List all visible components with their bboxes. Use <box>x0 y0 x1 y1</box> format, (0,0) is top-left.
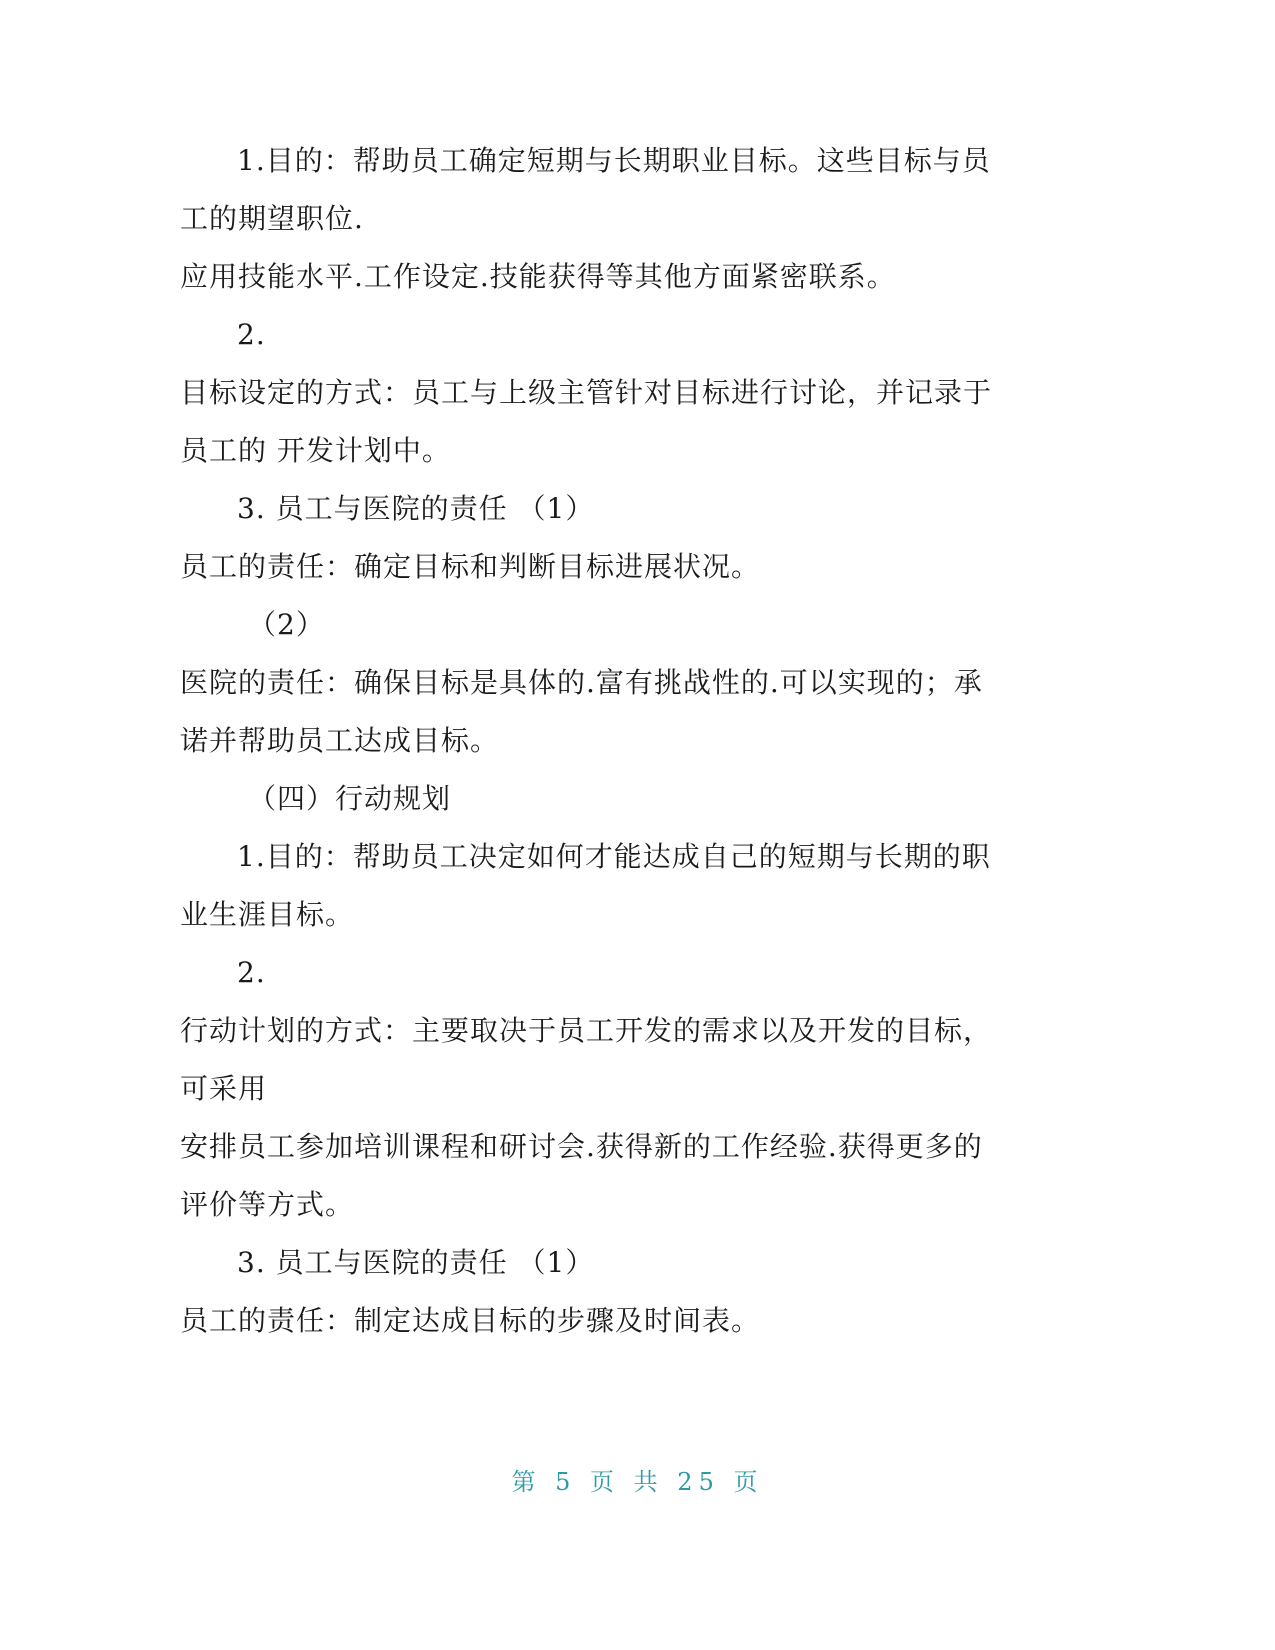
text-line: 安排员工参加培训课程和研讨会.获得新的工作经验.获得更多的 <box>180 1130 983 1163</box>
text-line: （2） <box>248 608 325 641</box>
text-line: 诺并帮助员工达成目标。 <box>180 724 500 757</box>
text-line: 医院的责任：确保目标是具体的.富有挑战性的.可以实现的；承 <box>180 666 983 699</box>
text-line: 目标设定的方式：员工与上级主管针对目标进行讨论，并记录于 <box>180 376 993 409</box>
text-line: 行动计划的方式：主要取决于员工开发的需求以及开发的目标， <box>180 1014 993 1047</box>
text-line: 应用技能水平.工作设定.技能获得等其他方面紧密联系。 <box>180 260 896 293</box>
text-line: 可采用 <box>180 1072 268 1105</box>
text-line: 评价等方式。 <box>180 1188 355 1221</box>
text-line: 员工的 开发计划中。 <box>180 434 451 467</box>
text-line: 1.目的：帮助员工确定短期与长期职业目标。这些目标与员 <box>237 144 991 177</box>
text-line: 1.目的：帮助员工决定如何才能达成自己的短期与长期的职 <box>237 840 991 873</box>
text-line: 2. <box>237 956 266 989</box>
page-number-footer: 第 5 页 共 25 页 <box>511 1468 764 1496</box>
section-heading: （四）行动规划 <box>248 782 452 815</box>
text-line: 2. <box>237 318 266 351</box>
text-line: 3. 员工与医院的责任 （1） <box>237 492 595 525</box>
text-line: 业生涯目标。 <box>180 898 355 931</box>
text-line: 3. 员工与医院的责任 （1） <box>237 1246 595 1279</box>
text-line: 员工的责任：制定达成目标的步骤及时间表。 <box>180 1304 761 1337</box>
text-line: 工的期望职位. <box>180 202 364 235</box>
text-line: 员工的责任：确定目标和判断目标进展状况。 <box>180 550 761 583</box>
